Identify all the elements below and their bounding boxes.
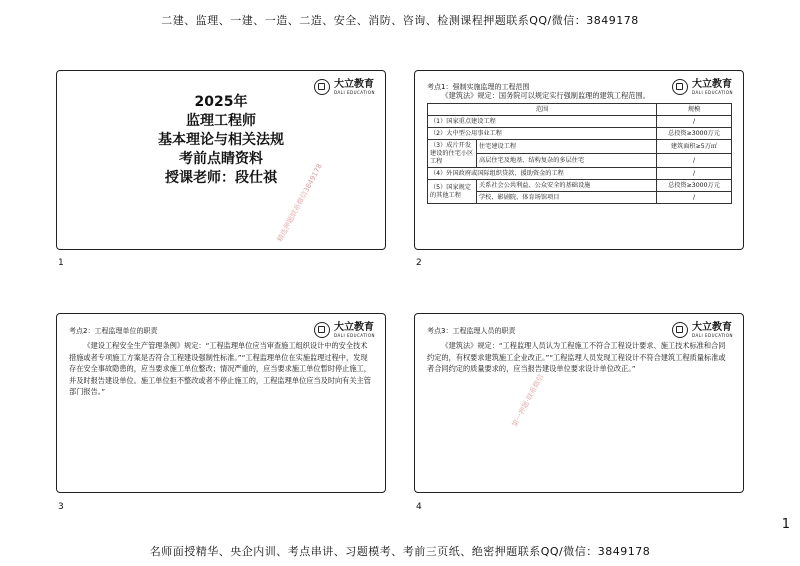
- table-cell: （4）外国政府或国际组织贷款、援助资金的工程: [428, 168, 657, 180]
- table-cell: 住宅建设工程: [477, 140, 657, 154]
- table-cell: /: [657, 168, 732, 180]
- table-cell: （1）国家重点建设工程: [428, 116, 657, 128]
- dali-logo: [672, 322, 733, 338]
- title-teacher: 授课老师：段仕祺: [165, 170, 277, 186]
- header-scope: 范围: [428, 104, 657, 116]
- body-paragraph: 《建筑法》规定：“工程监理人员认为工程施工不符合工程设计要求、施工技术标准和合同约定的，有权要求建筑施工企业改正。”“工程监理人员发现工程设计不符合建筑工程质量标准或者合同约定的质量要求的，应当报告建设单位要求设计单位改正。”: [427, 341, 726, 373]
- key-point-title: 考点2：工程监理单位的职责: [69, 327, 158, 335]
- watermark: 第一押题·联系微信: [510, 373, 546, 429]
- intro-text: 《建筑法》规定：国务院可以规定实行强制监理的建筑工程范围。: [441, 91, 650, 100]
- table-cell: 高层住宅及地基、结构复杂的多层住宅: [477, 154, 657, 168]
- slide-number: 4: [416, 502, 422, 512]
- logo-name: 大立教育: [692, 321, 733, 333]
- table-cell: 总投资≥3000万元: [657, 180, 732, 192]
- table-row: [428, 168, 732, 180]
- title-subject: 基本理论与相关法规: [158, 132, 284, 148]
- header-size: 规模: [657, 104, 732, 116]
- slide-4-body: [427, 340, 731, 375]
- slide-number: 3: [58, 502, 64, 512]
- logo-name: 大立教育: [692, 78, 733, 90]
- table-row: [428, 128, 732, 140]
- table-header-row: [428, 104, 732, 116]
- page-header: 二建、监理、一建、一造、二造、安全、消防、咨询、检测课程押题联系QQ/微信：3849178: [161, 14, 639, 27]
- slide-number: 1: [58, 258, 64, 268]
- slide-2-intro: [427, 90, 731, 102]
- slide-number: 2: [416, 258, 422, 268]
- table-cell: （3）成片开发建设的住宅小区工程: [428, 140, 477, 168]
- slide-2: [414, 70, 744, 250]
- logo-name: 大立教育: [334, 78, 375, 90]
- table-cell: 关系社会公共利益、公众安全的基础设施: [477, 180, 657, 192]
- table-cell: /: [657, 154, 732, 168]
- logo-english: DALI EDUCATION: [692, 332, 733, 338]
- page-number: 1: [781, 517, 790, 532]
- supervision-scope-table: [427, 103, 732, 204]
- dali-logo: [314, 322, 375, 338]
- slide-4: [414, 313, 744, 493]
- logo-english: DALI EDUCATION: [692, 89, 733, 95]
- table-cell: 学校、影剧院、体育场馆项目: [477, 192, 657, 204]
- table-cell: /: [657, 116, 732, 128]
- body-paragraph: 《建设工程安全生产管理条例》规定：“工程监理单位应当审查施工组织设计中的安全技术措施或者专项施工方案是否符合工程建设强制性标准。”“工程监理单位在实施监理过程中，发现存在安全事故隐患的，应当要求施工单位整改；情况严重的，应当要求施工单位暂时停止施工，并及时报告建设单位。施工单位拒不整改或者不停止施工的，工程监理单位应当及时向有关主管部门报告。”: [69, 341, 371, 396]
- title-exam: 监理工程师: [186, 113, 256, 129]
- slide-1: [56, 70, 386, 250]
- table-cell: 总投资≥3000万元: [657, 128, 732, 140]
- logo-english: DALI EDUCATION: [334, 89, 375, 95]
- title-year: 2025年: [194, 94, 248, 110]
- table-row: [428, 116, 732, 128]
- table-cell: 建筑面积≥5万㎡: [657, 140, 732, 154]
- table-cell: （5）国家规定的其他工程: [428, 180, 477, 204]
- page-footer: 名师面授精华、央企内训、考点串讲、习题模考、考前三页纸、绝密押题联系QQ/微信：3849178: [149, 545, 651, 558]
- logo-name: 大立教育: [334, 321, 375, 333]
- key-point-title: 考点3：工程监理人员的职责: [427, 327, 516, 335]
- watermark: 精选押题联系微信3849178: [275, 162, 324, 244]
- slide-3: [56, 313, 386, 493]
- title-material: 考前点睛资料: [179, 151, 263, 167]
- table-cell: （2）大中型公用事业工程: [428, 128, 657, 140]
- dali-logo-icon: [672, 322, 688, 338]
- table-cell: /: [657, 192, 732, 204]
- logo-english: DALI EDUCATION: [334, 332, 375, 338]
- dali-logo-icon: [314, 322, 330, 338]
- key-point-title: 考点1：强制实施监理的工程范围: [427, 83, 530, 91]
- table-row: [428, 180, 732, 192]
- slide-3-body: [69, 340, 373, 398]
- table-row: [428, 140, 732, 154]
